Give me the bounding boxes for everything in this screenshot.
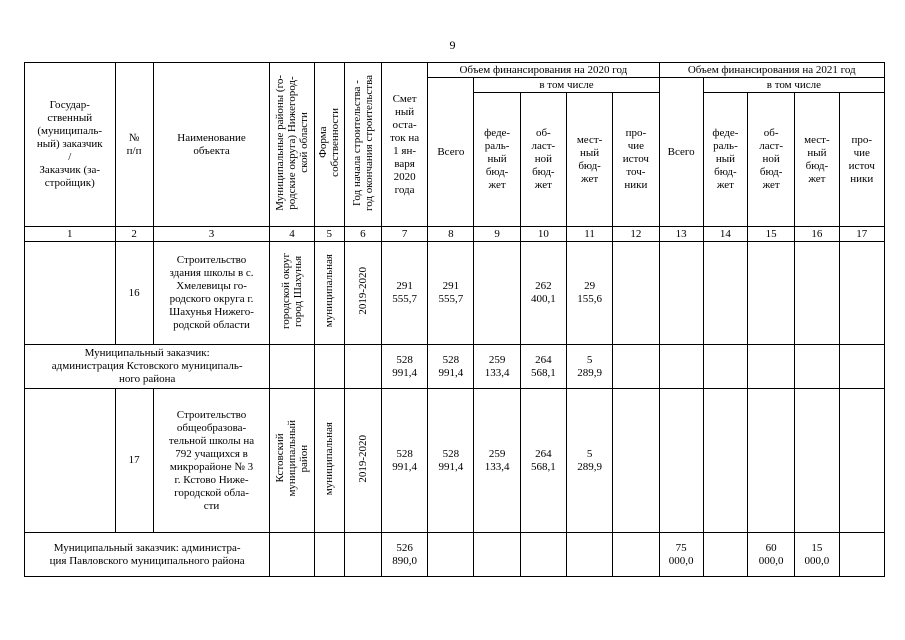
cell-years-text: 2019-2020 bbox=[356, 434, 369, 483]
cell-years bbox=[344, 242, 381, 345]
cell-local-2021: 15 000,0 bbox=[795, 533, 839, 577]
cell-years bbox=[344, 389, 381, 533]
table-row-customer-pavlovo bbox=[25, 533, 885, 577]
cell-customer-empty bbox=[25, 242, 116, 345]
cell-empty bbox=[344, 345, 381, 389]
column-number: 6 bbox=[344, 227, 381, 242]
table-row-customer-kstovo bbox=[25, 345, 885, 389]
cell-total-2021: 75 000,0 bbox=[659, 533, 703, 577]
cell-total-2021 bbox=[659, 389, 703, 533]
cell-other-2020 bbox=[613, 389, 659, 533]
cell-federal-2021 bbox=[703, 389, 747, 533]
header-total-2020: Всего bbox=[428, 78, 474, 227]
header-years bbox=[344, 63, 381, 227]
cell-federal-2020 bbox=[474, 242, 520, 345]
cell-estimate: 526 890,0 bbox=[381, 533, 427, 577]
cell-total-2021 bbox=[659, 345, 703, 389]
cell-district-text: городской округ город Шахунья bbox=[279, 252, 304, 330]
header-num: № п/п bbox=[115, 63, 153, 227]
cell-other-2020 bbox=[613, 533, 659, 577]
column-number: 14 bbox=[703, 227, 747, 242]
cell-other-2021 bbox=[839, 533, 884, 577]
cell-local-2020 bbox=[566, 533, 612, 577]
header-regional-2021: об- ласт- ной бюд- жет bbox=[748, 93, 795, 227]
header-including-2020: в том числе bbox=[474, 78, 659, 93]
cell-ownership-text: муниципальная bbox=[323, 254, 336, 328]
cell-object-name: Строительство здания школы в с. Хмелевицы го- родского округа г. Шахунья Нижего- родской области bbox=[153, 242, 270, 345]
cell-regional-2021 bbox=[748, 242, 795, 345]
column-number: 10 bbox=[520, 227, 566, 242]
cell-empty bbox=[314, 345, 344, 389]
cell-empty bbox=[314, 533, 344, 577]
cell-federal-2021 bbox=[703, 345, 747, 389]
cell-regional-2020: 264 568,1 bbox=[520, 345, 566, 389]
cell-num: 16 bbox=[115, 242, 153, 345]
cell-district bbox=[270, 242, 314, 345]
column-numbers-row bbox=[25, 227, 885, 242]
header-years-text: Год начала строительства - год окончания строительства bbox=[350, 74, 375, 211]
header-funding-2020: Объем финансирования на 2020 год bbox=[428, 63, 659, 78]
column-number: 8 bbox=[428, 227, 474, 242]
column-number: 3 bbox=[153, 227, 270, 242]
column-number: 17 bbox=[839, 227, 884, 242]
cell-total-2020 bbox=[428, 533, 474, 577]
cell-estimate: 528 991,4 bbox=[381, 389, 427, 533]
cell-federal-2020: 259 133,4 bbox=[474, 389, 520, 533]
cell-local-2021 bbox=[795, 345, 839, 389]
cell-object-name: Строительство общеобразова- тельной школы на 792 учащихся в микрорайоне № 3 г. Кстово Ниже- городской обла- сти bbox=[153, 389, 270, 533]
cell-district-text: Кстовский муниципальный район bbox=[273, 420, 310, 497]
header-funding-2021: Объем финансирования на 2021 год bbox=[659, 63, 884, 78]
cell-other-2021 bbox=[839, 345, 884, 389]
cell-other-2021 bbox=[839, 242, 884, 345]
cell-regional-2021 bbox=[748, 345, 795, 389]
cell-federal-2020 bbox=[474, 533, 520, 577]
cell-local-2020: 29 155,6 bbox=[566, 242, 612, 345]
cell-local-2020: 5 289,9 bbox=[566, 345, 612, 389]
cell-local-2021 bbox=[795, 389, 839, 533]
cell-num: 17 bbox=[115, 389, 153, 533]
header-federal-2020: феде- раль- ный бюд- жет bbox=[474, 93, 520, 227]
header-local-2020: мест- ный бюд- жет bbox=[566, 93, 612, 227]
table-row-object-17 bbox=[25, 389, 885, 533]
column-number: 2 bbox=[115, 227, 153, 242]
cell-years-text: 2019-2020 bbox=[356, 267, 369, 315]
cell-customer-empty bbox=[25, 389, 116, 533]
cell-local-2021 bbox=[795, 242, 839, 345]
column-number: 15 bbox=[748, 227, 795, 242]
header-district-text: Муниципальные районы (го- родские округа) Нижегород- ской области bbox=[273, 74, 310, 211]
header-federal-2021: феде- раль- ный бюд- жет bbox=[703, 93, 747, 227]
cell-other-2020 bbox=[613, 242, 659, 345]
header-other-2021: про- чие источ ники bbox=[839, 93, 884, 227]
investment-table bbox=[24, 62, 885, 577]
page-number: 9 bbox=[449, 38, 456, 52]
cell-estimate: 528 991,4 bbox=[381, 345, 427, 389]
cell-ownership bbox=[314, 389, 344, 533]
cell-regional-2021: 60 000,0 bbox=[748, 533, 795, 577]
header-customer: Государ- ственный (муниципаль- ный) заказчик / Заказчик (за- стройщик) bbox=[25, 63, 116, 227]
cell-ownership bbox=[314, 242, 344, 345]
column-number: 9 bbox=[474, 227, 520, 242]
cell-ownership-text: муниципальная bbox=[323, 421, 336, 496]
cell-regional-2020: 262 400,1 bbox=[520, 242, 566, 345]
header-regional-2020: об- ласт- ной бюд- жет bbox=[520, 93, 566, 227]
column-number: 4 bbox=[270, 227, 314, 242]
cell-federal-2021 bbox=[703, 242, 747, 345]
column-number: 16 bbox=[795, 227, 839, 242]
column-number: 7 bbox=[381, 227, 427, 242]
header-local-2021: мест- ный бюд- жет bbox=[795, 93, 839, 227]
table-row-object-16 bbox=[25, 242, 885, 345]
cell-district bbox=[270, 389, 314, 533]
cell-other-2021 bbox=[839, 389, 884, 533]
cell-local-2020: 5 289,9 bbox=[566, 389, 612, 533]
cell-federal-2021 bbox=[703, 533, 747, 577]
header-ownership bbox=[314, 63, 344, 227]
column-number: 1 bbox=[25, 227, 116, 242]
cell-estimate: 291 555,7 bbox=[381, 242, 427, 345]
header-total-2021: Всего bbox=[659, 78, 703, 227]
header-estimate: Смет ный оста- ток на 1 ян- варя 2020 года bbox=[381, 63, 427, 227]
cell-empty bbox=[270, 345, 314, 389]
column-number: 13 bbox=[659, 227, 703, 242]
cell-customer: Муниципальный заказчик: администра- ция Павловского муниципального района bbox=[25, 533, 270, 577]
cell-total-2020: 528 991,4 bbox=[428, 389, 474, 533]
header-ownership-text: Форма собственности bbox=[317, 108, 342, 177]
cell-federal-2020: 259 133,4 bbox=[474, 345, 520, 389]
column-number: 11 bbox=[566, 227, 612, 242]
cell-customer: Муниципальный заказчик: администрация Кстовского муниципаль- ного района bbox=[25, 345, 270, 389]
cell-other-2020 bbox=[613, 345, 659, 389]
header-object-name: Наименование объекта bbox=[153, 63, 270, 227]
header-district bbox=[270, 63, 314, 227]
cell-empty bbox=[270, 533, 314, 577]
cell-regional-2021 bbox=[748, 389, 795, 533]
column-number: 12 bbox=[613, 227, 659, 242]
header-other-2020: про- чие источ точ- ники bbox=[613, 93, 659, 227]
cell-regional-2020: 264 568,1 bbox=[520, 389, 566, 533]
cell-empty bbox=[344, 533, 381, 577]
cell-total-2020: 528 991,4 bbox=[428, 345, 474, 389]
cell-total-2020: 291 555,7 bbox=[428, 242, 474, 345]
cell-regional-2020 bbox=[520, 533, 566, 577]
header-including-2021: в том числе bbox=[703, 78, 884, 93]
cell-total-2021 bbox=[659, 242, 703, 345]
column-number: 5 bbox=[314, 227, 344, 242]
